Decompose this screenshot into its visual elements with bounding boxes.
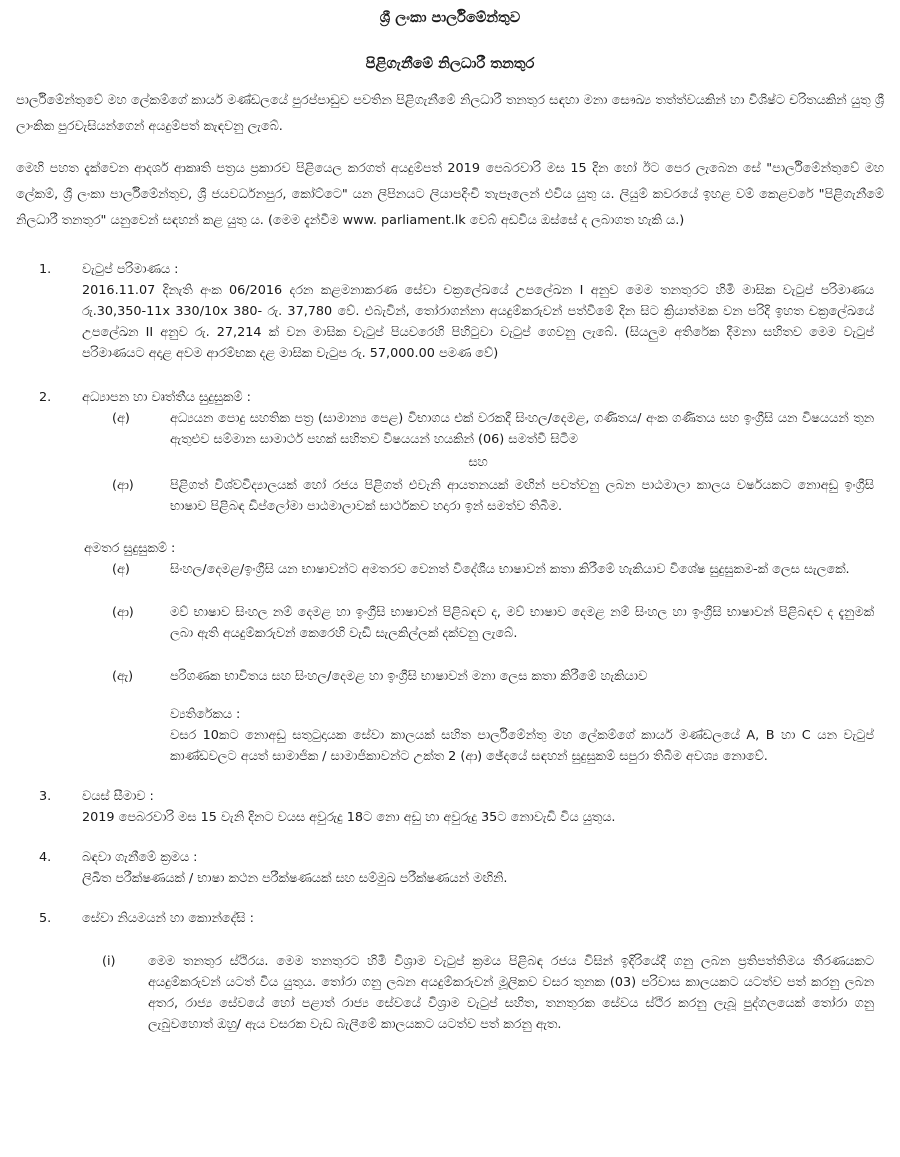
section-age-limit <box>16 787 884 828</box>
sub-item-label: (i) <box>102 954 116 969</box>
additional-item-ae <box>112 666 874 687</box>
sub-item-label: (අ) <box>112 411 130 426</box>
section-number: 4. <box>39 850 52 865</box>
additional-heading: අමතර සුදුසුකම් : <box>84 541 176 556</box>
document-title: ශ්‍රී ලංකා පාර්ලිමේන්තුව <box>379 10 521 26</box>
exception-heading: ව්‍යතිරේකය : <box>170 707 241 722</box>
additional-item-a <box>112 559 874 580</box>
section-qualifications <box>16 388 884 517</box>
section-text: 2016.11.07 දිනැති අංක 06/2016 දරන කළමනාකරණ සේවා චක්‍රලේඛයේ උපලේඛන I අනුව මෙම තනතුරට හිමි මාසික වැටුප් පරිමාණය රු.30,350-11x 330/10x 380- රු. 37,780 වේ. එබැවින්, තෝරාගන්නා අයදුම්කරුවන් පත්වීමේ දින සිට ක්‍රියාත්මක වන පරිදි ඉහත චක්‍රලේඛයේ උපලේඛන II අනුව රු. 27,214 ක් වන මාසික වැටුප් පියවරෙහි පිහිටුවා වැටුප් ගෙවනු ලැබේ. (සියලුම අතිරේක දීමනා සහිතව මෙම වැටුප් පරිමාණයට අදාළ අවම ආරම්භක දළ මාසික වැටුප රු. 57,000.00 පමණ වේ) <box>82 283 874 361</box>
section-salary <box>16 260 884 364</box>
section-number: 3. <box>39 789 52 804</box>
intro-paragraph-1: පාර්ලිමේන්තුවේ මහ ලේකම්ගේ කාර්ය මණ්ඩලයේ පුරප්පාඩුව පවතින පිළිගැනීමේ නිලධාරී තනතුර සඳහා මනා සෞඛ්‍ය තත්ත්වයකින් හා විශිෂ්ට චරිතයකින් යුතු ශ්‍රී ලාංකික පුරවැසියන්ගෙන් අයදුම්පත් කැඳවනු ලැබේ. <box>16 93 884 134</box>
sub-item-text: සිංහල/දෙමළ/ඉංග්‍රීසි යන භාෂාවන්ට අමතරව වෙනත් විදේශීය භාෂාවන් කතා කිරීමේ හැකියාව විශේෂ සුදුසුකම-ක් ලෙස සැලකේ. <box>170 562 850 577</box>
intro-paragraph-2: මෙහි පහත දැක්වෙන ආදර්ශ ආකෘති පත්‍රය ප්‍රකාරව පිළියෙල කරගත් අයදුම්පත් 2019 පෙබරවාරි මස 15 දින හෝ ඊට පෙර ලැබෙන සේ "පාර්ලිමේන්තුවේ මහ ලේකම්, ශ්‍රී ලංකා පාර්ලිමේන්තුව, ශ්‍රී ජයවර්ධනපුර, කෝට්ටෙ" යන ලිපිනයට ලියාපදිංචි තැපෑලෙන් එවිය යුතු ය. ලියුම් කවරයේ ඉහළ වම් කෙළවරේ "පිළිගැනීමේ නිලධාරී තනතුර" යනුවෙන් සඳහන් කළ යුතු ය. (මෙම දැන්වීම www. parliament.lk වෙබ් අඩවිය ඔස්සේ ද ලබාගත හැකි ය.) <box>16 161 884 228</box>
sub-item-aa <box>112 475 874 517</box>
terms-item-i <box>102 951 874 1035</box>
section-heading: සේවා නියමයන් හා කොන්දේසි : <box>82 911 254 926</box>
additional-item-aa <box>112 602 874 644</box>
section-heading: වැටුප් පරිමාණය : <box>82 262 179 277</box>
section-heading: බඳවා ගැනීමේ ක්‍රමය : <box>82 850 198 865</box>
section-heading: අධ්‍යාපන හා වෘත්තීය සුදුසුකම් : <box>82 390 251 405</box>
sub-item-text: අධ්‍යයන පොදු සහතික පත්‍ර (සාමාන්‍ය පෙළ) විභාගය එක් වරකදී සිංහල/දෙමළ, ගණිතය/ අංක ගණිතය සහ ඉංග්‍රීසි යන විෂයයන් තුන ඇතුළුව සම්මාන සාමාර්ථ පහක් සහිතව විෂයයන් හයකින් (06) සමත්වී සිටීම <box>170 411 874 447</box>
sub-item-label: (ආ) <box>112 605 134 620</box>
section-number: 2. <box>39 390 52 405</box>
and-conjunction: සහ <box>468 455 488 470</box>
sub-item-text: පරිගණක භාවිතය සහ සිංහල/දෙමළ හා ඉංග්‍රීසි භාෂාවන් මනා ලෙස කතා කිරීමේ හැකියාව <box>170 669 648 684</box>
exception-text: වසර 10කට නොඅඩු සතුටුදායක සේවා කාලයක් සහිත පාර්ලිමේන්තු මහ ලේකම්ගේ කාර්ය මණ්ඩලයේ A, B හා C යන වැටුප් කාණ්ඩවලට අයත් සාමාජික / සාමාජිකාවන්ට උක්ත 2 (ආ) ඡේදයේ සඳහන් සුදුසුකම් සපුරා තිබීම අවශ්‍ය නොවේ. <box>170 728 874 764</box>
sub-item-label: (ආ) <box>112 478 134 493</box>
sub-item-label: (අ) <box>112 562 130 577</box>
sub-item-a <box>112 408 874 450</box>
sub-item-text: පිළිගත් විශ්වවිද්‍යාලයක් හෝ රජය පිළිගත් එවැනි ආයතනයක් මඟින් පවත්වනු ලබන පාඨමාලා කාලය වර්ෂයකට නොඅඩු ඉංග්‍රීසි භාෂාව පිළිබඳ ඩිප්ලෝමා පාඨමාලාවක් සාර්ථකව හදාරා ඉන් සමත්ව තිබීම. <box>170 478 874 514</box>
section-number: 1. <box>39 262 52 277</box>
section-recruitment-method <box>16 848 884 889</box>
section-heading: වයස් සීමාව : <box>82 789 154 804</box>
sub-item-text: මෙම තනතුර ස්ථිරය. මෙම තනතුරට හිමි විශ්‍රාම වැටුප් ක්‍රමය පිළිබඳ රජය විසින් ඉදිරියේදී ගනු ලබන ප්‍රතිපත්තිමය තීරණයකට අයදුම්කරුවන් යටත් විය යුතුය. තෝරා ගනු ලබන අයදුම්කරුවන් මූලිකව වසර තුනක (03) පරිවාස කාලයකට යටත්ව පත් කරනු ලබන අතර, රාජ්‍ය සේවයේ හෝ පළාත් රාජ්‍ය සේවයේ විශ්‍රාම වැටුප් සහිත, තනතුරක සේවය ස්ථිර කරනු ලැබූ පුද්ගලයෙක් තෝරා ගනු ලැබුවහොත් ඔහු/ ඇය වසරක වැඩ බැලීමේ කාලයකට යටත්ව පත් කරනු ඇත. <box>148 954 874 1032</box>
section-text: ලිඛිත පරීක්ෂණයක් / භාෂා කථන පරීක්ෂණයක් සහ සම්මුඛ පරීක්ෂණයන් මඟිනි. <box>82 871 508 886</box>
document-subtitle: පිළිගැනීමේ නිලධාරී තනතුර <box>365 56 535 72</box>
section-text: 2019 පෙබරවාරි මස 15 වැනි දිනට වයස අවුරුදු 18ට නො අඩු හා අවුරුදු 35ට නොවැඩි විය යුතුය. <box>82 810 616 825</box>
sub-item-text: මව් භාෂාව සිංහල නම් දෙමළ හා ඉංග්‍රීසි භාෂාවන් පිළිබඳව ද, මව් භාෂාව දෙමළ නම් සිංහල හා ඉංග්‍රීසි භාෂාවන් පිළිබඳව ද දැනුමක් ලබා ඇති අයදුම්කරුවන් කෙරෙහි වැඩි සැලකිල්ලක් දක්වනු ලැබේ. <box>170 605 874 641</box>
additional-qualifications <box>16 539 884 767</box>
section-number: 5. <box>39 911 52 926</box>
section-terms-conditions <box>16 909 884 1035</box>
exception-block <box>170 705 874 767</box>
sub-item-label: (ඇ) <box>112 669 134 684</box>
